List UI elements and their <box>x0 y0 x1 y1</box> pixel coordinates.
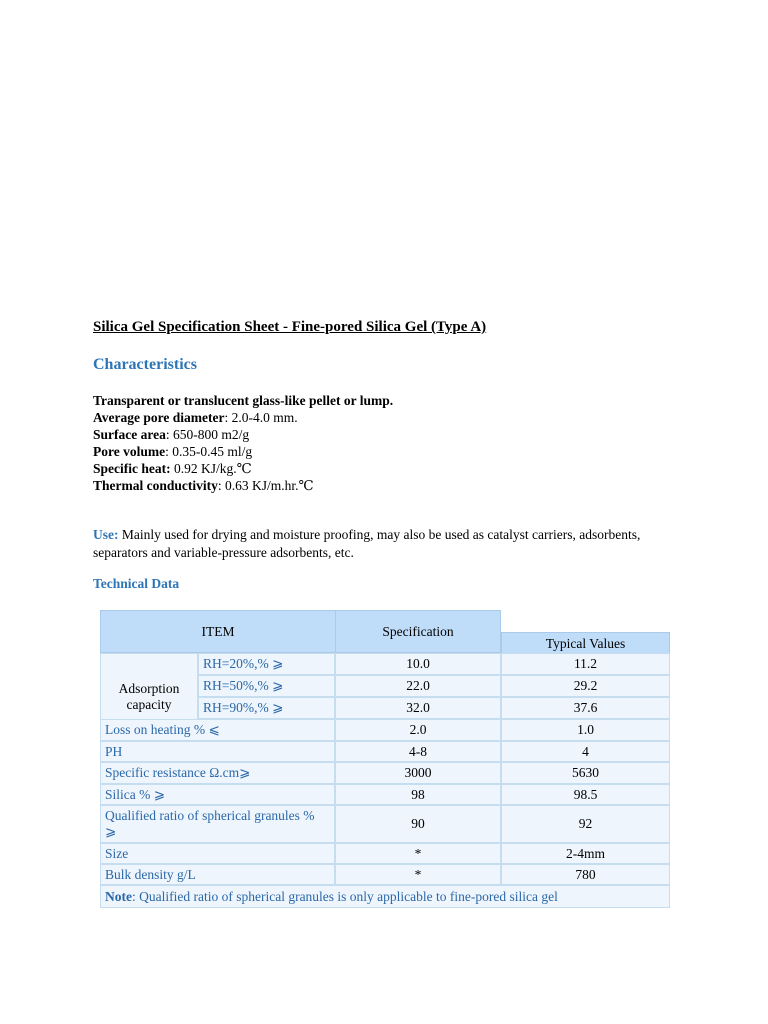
page-title: Silica Gel Specification Sheet - Fine-pored Silica Gel (Type A) <box>93 319 487 335</box>
row-item-bulk-density: Bulk density g/L <box>100 864 335 885</box>
characteristics-list <box>93 392 393 494</box>
row-spec-loss-on-heating: 2.0 <box>335 719 501 741</box>
row-spec-ph: 4-8 <box>335 741 501 762</box>
row-spec-specific-resistance: 3000 <box>335 762 501 784</box>
row-spec-size: * <box>335 843 501 864</box>
row-typical-loss-on-heating: 1.0 <box>501 719 670 741</box>
pore-diameter-line: Average pore diameter: 2.0-4.0 mm. <box>93 410 298 425</box>
table-note <box>100 885 670 908</box>
row-item-loss-on-heating: Loss on heating % ⩽ <box>100 719 335 741</box>
adsorption-spec-2: 22.0 <box>335 675 501 697</box>
row-typical-ph: 4 <box>501 741 670 762</box>
header-specification: Specification <box>335 610 501 653</box>
use-paragraph <box>93 526 683 561</box>
use-text: Mainly used for drying and moisture proofing, may also be used as catalyst carriers, adsorbents, separators and variable-pressure adsorbents, etc. <box>93 527 641 560</box>
row-typical-silica: 98.5 <box>501 784 670 805</box>
adsorption-condition-2: RH=50%,% ⩾ <box>198 675 335 697</box>
adsorption-typical-1: 11.2 <box>501 653 670 675</box>
row-spec-qualified-ratio: 90 <box>335 805 501 843</box>
use-label: Use: <box>93 527 119 542</box>
thermal-conductivity-line: Thermal conductivity: 0.63 KJ/m.hr.℃ <box>93 478 314 493</box>
row-item-size: Size <box>100 843 335 864</box>
adsorption-typical-2: 29.2 <box>501 675 670 697</box>
header-item: ITEM <box>100 610 336 653</box>
technical-data-heading: Technical Data <box>93 576 180 591</box>
header-typical-values: Typical Values <box>501 632 670 655</box>
row-item-silica: Silica % ⩾ <box>100 784 335 805</box>
adsorption-spec-1: 10.0 <box>335 653 501 675</box>
row-item-specific-resistance: Specific resistance Ω.cm⩾ <box>100 762 335 784</box>
technical-data-table <box>97 610 670 908</box>
adsorption-capacity-label: Adsorption capacity <box>100 653 198 740</box>
adsorption-spec-3: 32.0 <box>335 697 501 719</box>
row-typical-qualified-ratio: 92 <box>501 805 670 843</box>
surface-area-line: Surface area: 650-800 m2/g <box>93 427 250 442</box>
row-spec-bulk-density: * <box>335 864 501 885</box>
row-typical-bulk-density: 780 <box>501 864 670 885</box>
pore-volume-line: Pore volume: 0.35-0.45 ml/g <box>93 444 253 459</box>
row-spec-silica: 98 <box>335 784 501 805</box>
row-typical-specific-resistance: 5630 <box>501 762 670 784</box>
adsorption-condition-1: RH=20%,% ⩾ <box>198 653 335 675</box>
note-label: Note <box>105 888 132 904</box>
adsorption-typical-3: 37.6 <box>501 697 670 719</box>
row-item-qualified-ratio: Qualified ratio of spherical granules % ⩾ <box>100 805 335 843</box>
row-typical-size: 2-4mm <box>501 843 670 864</box>
note-text: : Qualified ratio of spherical granules is only applicable to fine-pored silica gel <box>132 888 558 904</box>
row-item-ph: PH <box>100 741 335 762</box>
adsorption-condition-3: RH=90%,% ⩾ <box>198 697 335 719</box>
specific-heat-line: Specific heat: 0.92 KJ/kg.℃ <box>93 461 252 476</box>
appearance-line: Transparent or translucent glass-like pellet or lump. <box>93 393 394 408</box>
characteristics-heading: Characteristics <box>93 356 197 373</box>
